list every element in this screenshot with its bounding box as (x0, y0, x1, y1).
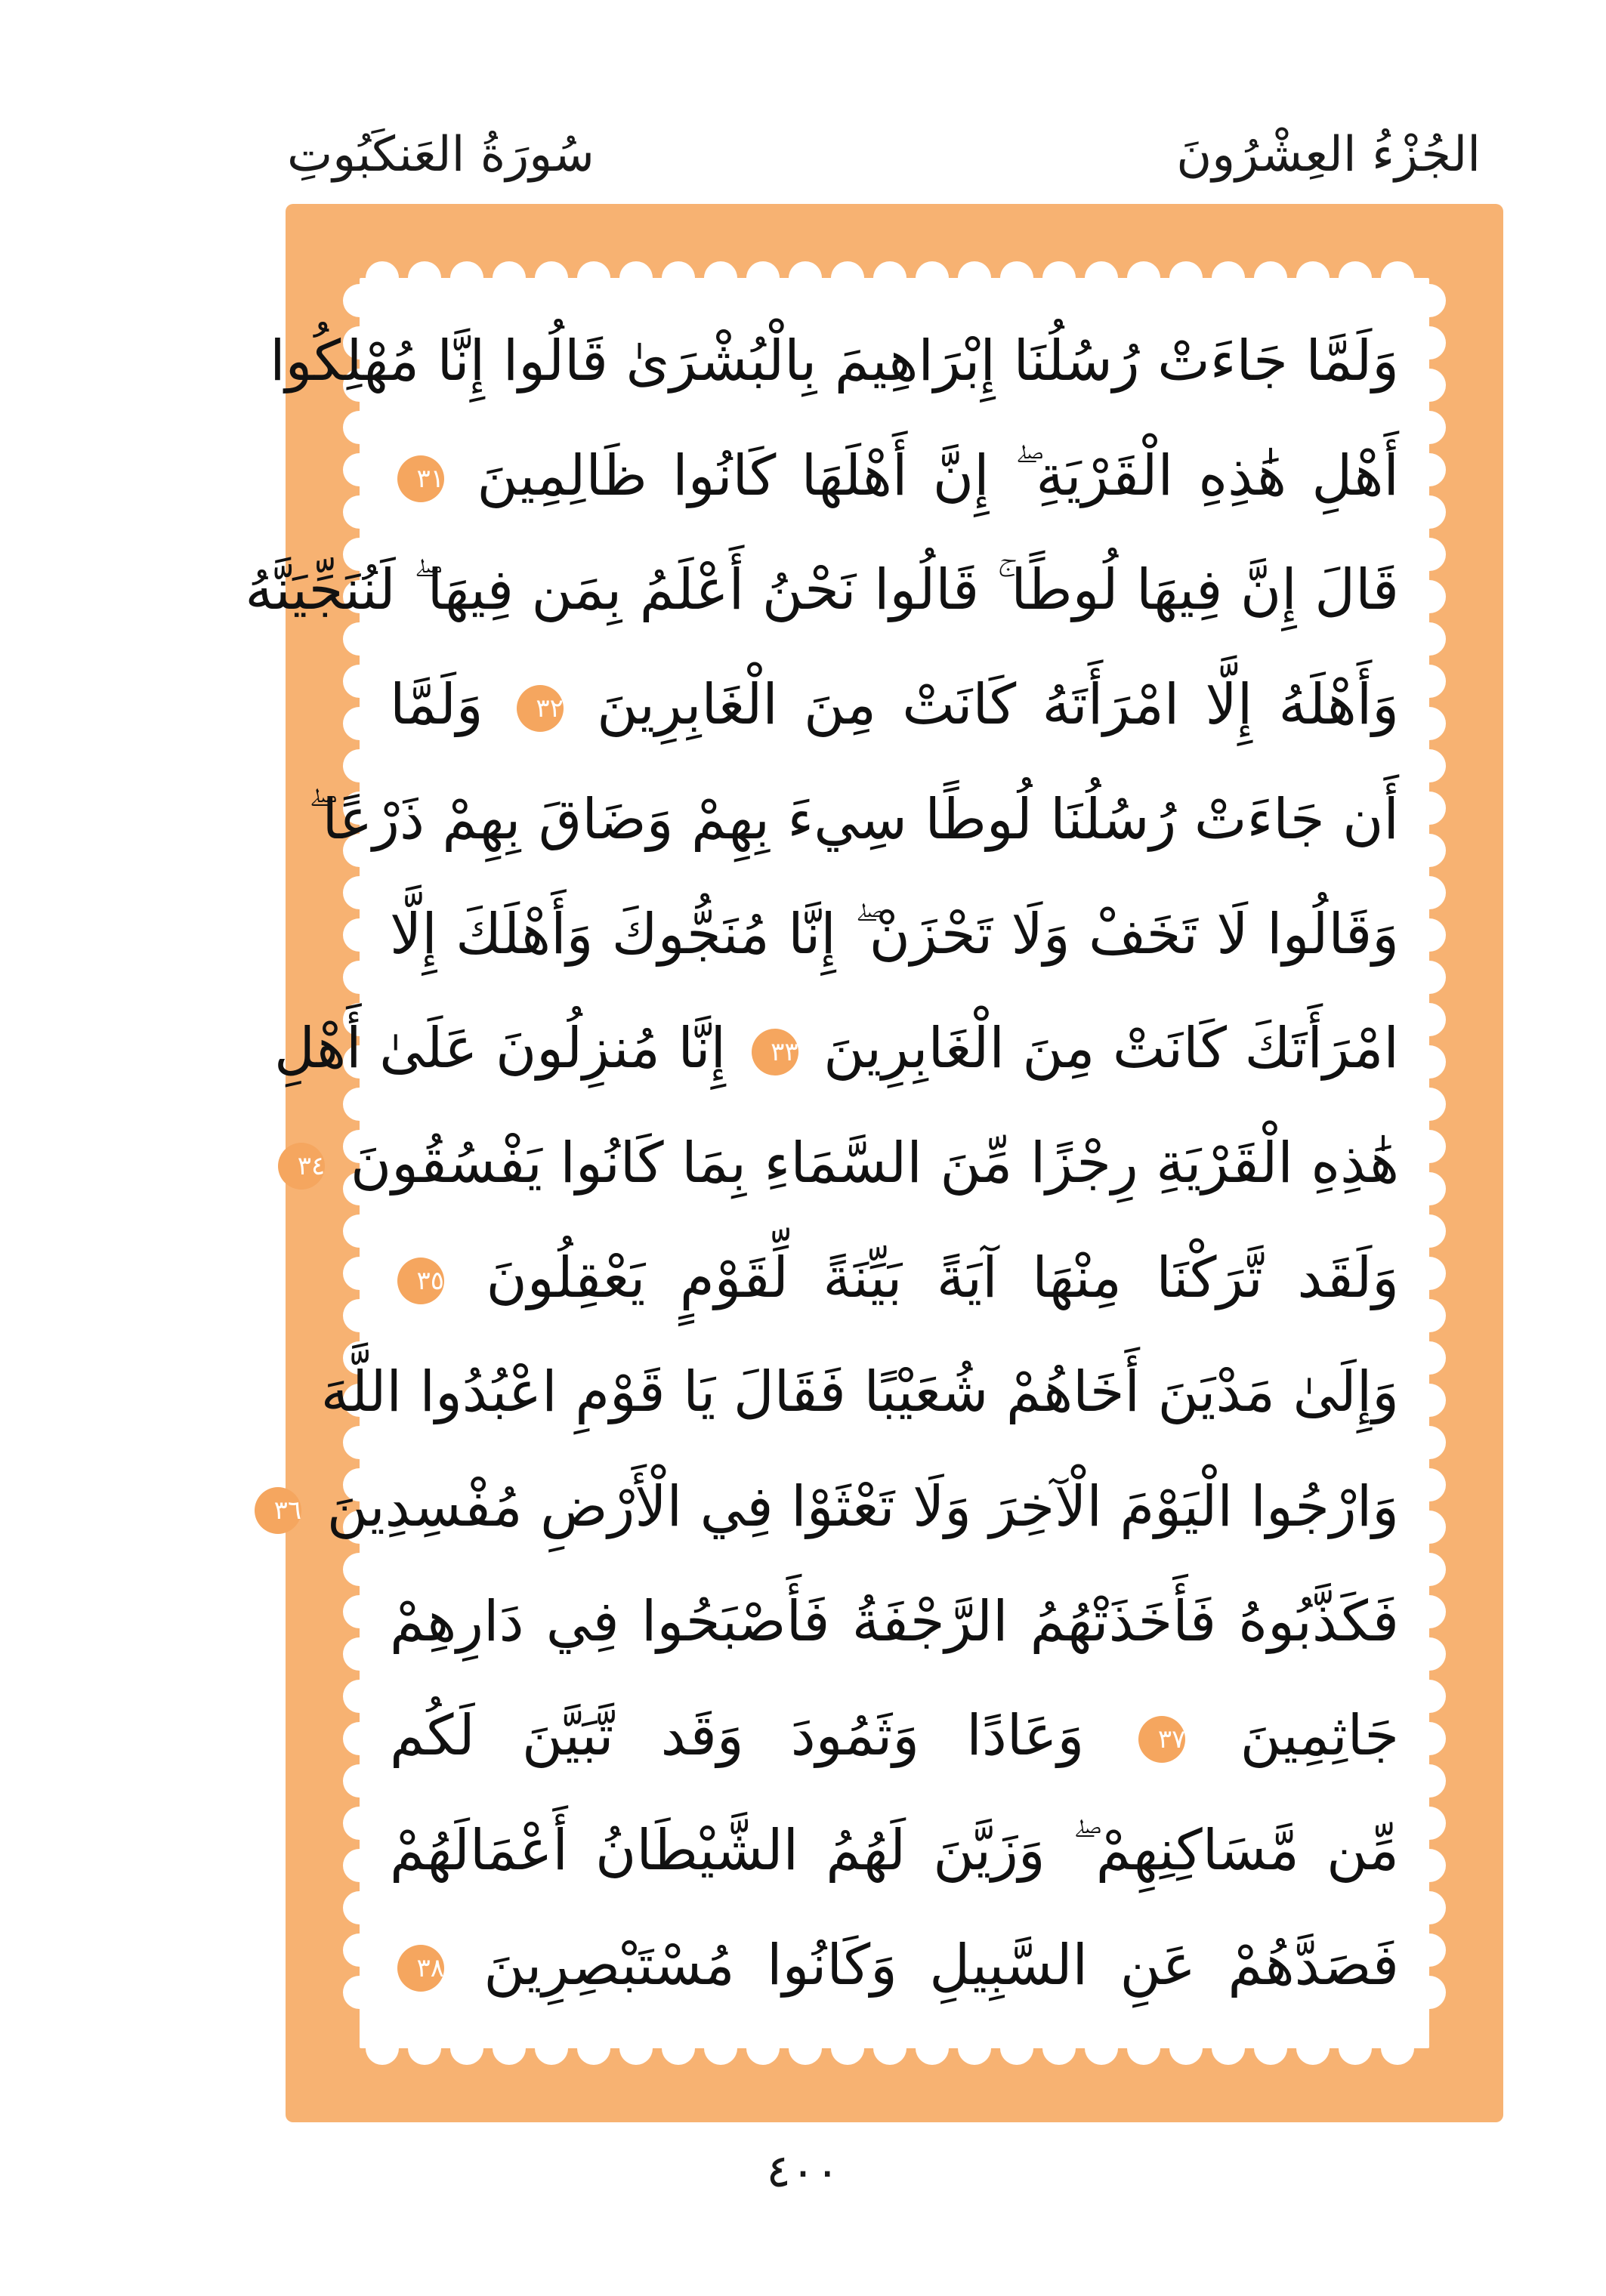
verse-text: وَلَقَد تَّرَكْنَا مِنْهَا آيَةً بَيِّنَةً لِّقَوْمٍ يَعْقِلُونَ (486, 1245, 1399, 1310)
verse-line (273, 1454, 1399, 1560)
juz-title: الجُزْءُ العِشْرُونَ (1176, 127, 1481, 183)
verse-text: فَصَدَّهُمْ عَنِ السَّبِيلِ وَكَانُوا مُسْتَبْصِرِينَ (483, 1932, 1399, 1998)
surah-title: سُورَةُ العَنكَبُوتِ (287, 127, 595, 183)
verse-text: وَلَمَّا جَاءَتْ رُسُلُنَا إِبْرَاهِيمَ بِالْبُشْرَىٰ قَالُوا إِنَّا مُهْلِكُوا (270, 329, 1399, 393)
page-number: ٤٠٠ (766, 2145, 840, 2198)
verse-line (245, 537, 1399, 643)
ayah-number-marker: ٣٧ (1138, 1716, 1185, 1763)
verse-text-continuation: وَعَادًا وَثَمُودَ وَقَد تَّبَيَّنَ لَكُم (390, 1703, 1085, 1769)
ayah-number-marker: ٣٦ (255, 1487, 301, 1534)
verse-text: أَن جَاءَتْ رُسُلُنَا لُوطًا سِيءَ بِهِمْ وَضَاقَ بِهِمْ ذَرْعًا ۖ (308, 786, 1399, 852)
verse-line (390, 1683, 1399, 1788)
verse-text: وَقَالُوا لَا تَخَفْ وَلَا تَحْزَنْ ۖ إِنَّا مُنَجُّوكَ وَأَهْلَكَ إِلَّا (390, 901, 1399, 967)
text-area (245, 278, 1429, 2048)
verse-text: امْرَأَتَكَ كَانَتْ مِنَ الْغَابِرِينَ (823, 1016, 1399, 1082)
ayah-number-marker: ٣٢ (517, 685, 564, 732)
ayah-number-marker: ٣٣ (752, 1029, 798, 1075)
verse-text-continuation: إِنَّا مُنزِلُونَ عَلَىٰ أَهْلِ (273, 1016, 727, 1082)
verse-line (320, 1339, 1399, 1445)
ayah-number-marker: ٣٥ (397, 1258, 444, 1304)
verse-line (390, 1912, 1399, 2018)
verse-text-continuation: وَلَمَّا (390, 672, 483, 738)
verse-text: مِّن مَّسَاكِنِهِمْ ۖ وَزَيَّنَ لَهُمُ الشَّيْطَانُ أَعْمَالَهُمْ (390, 1818, 1399, 1884)
ayah-number-marker: ٣٤ (278, 1143, 325, 1190)
verse-line (390, 1225, 1399, 1331)
verse-line (308, 767, 1399, 872)
verse-text: وَأَهْلَهُ إِلَّا امْرَأَتَهُ كَانَتْ مِنَ الْغَابِرِينَ (597, 672, 1400, 738)
verse-text: وَارْجُوا الْيَوْمَ الْآخِرَ وَلَا تَعْثَوْا فِي الْأَرْضِ مُفْسِدِينَ (326, 1474, 1399, 1540)
verse-line (390, 423, 1399, 529)
ornamental-frame (245, 204, 1503, 2122)
verse-text: وَإِلَىٰ مَدْيَنَ أَخَاهُمْ شُعَيْبًا فَقَالَ يَا قَوْمِ اعْبُدُوا اللَّهَ (320, 1359, 1399, 1425)
verse-line (390, 1569, 1399, 1674)
verse-line (270, 308, 1399, 414)
ayah-number-marker: ٣١ (397, 455, 444, 502)
verse-line (297, 1110, 1399, 1216)
page-header (287, 113, 1481, 196)
ayah-number-marker: ٣٨ (397, 1945, 444, 1992)
verse-text: قَالَ إِنَّ فِيهَا لُوطًا ۚ قَالُوا نَحْنُ أَعْلَمُ بِمَن فِيهَا ۖ لَنُنَجِّيَنَّهُ (245, 557, 1399, 623)
verse-line (390, 652, 1399, 758)
verse-text: أَهْلِ هَٰذِهِ الْقَرْيَةِ ۖ إِنَّ أَهْلَهَا كَانُوا ظَالِمِينَ (477, 443, 1399, 508)
verse-lines (245, 308, 1400, 2018)
verse-text: فَكَذَّبُوهُ فَأَخَذَتْهُمُ الرَّجْفَةُ فَأَصْبَحُوا فِي دَارِهِمْ (390, 1588, 1399, 1654)
verse-line (390, 881, 1399, 987)
verse-line (273, 995, 1399, 1101)
verse-text: جَاثِمِينَ (1240, 1703, 1399, 1769)
verse-text: هَٰذِهِ الْقَرْيَةِ رِجْزًا مِّنَ السَّمَاءِ بِمَا كَانُوا يَفْسُقُونَ (350, 1130, 1399, 1196)
verse-line (390, 1798, 1399, 1903)
